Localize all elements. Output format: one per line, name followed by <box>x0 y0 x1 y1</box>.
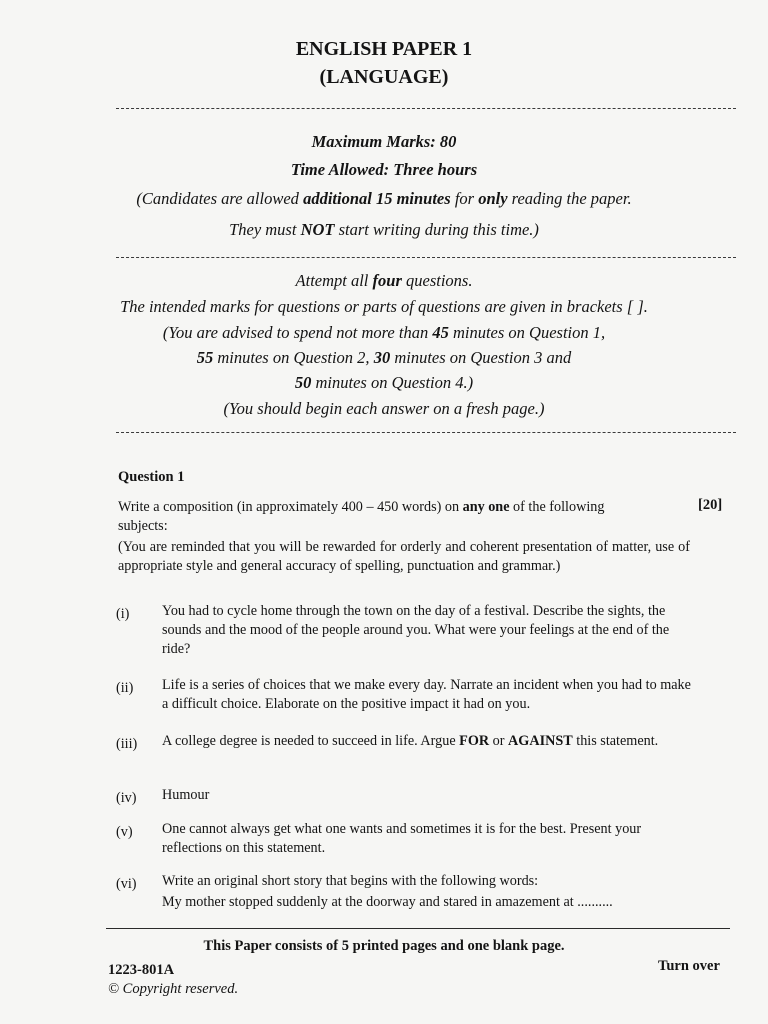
instruction-time-line2: 55 minutes on Question 2, 30 minutes on Question 3 and <box>196 348 572 367</box>
instruction-time-line3: 50 minutes on Question 4.) <box>294 373 474 392</box>
max-marks: Maximum Marks: 80 <box>311 132 457 151</box>
question-1-label: Question 1 <box>118 469 185 485</box>
paper-code: 1223-801A <box>108 962 175 978</box>
option-number: (iv) <box>116 790 137 806</box>
option-vi-opening-words: My mother stopped suddenly at the doorway and stared in amazement at .......... <box>162 894 613 910</box>
option-iii-text: A college degree is needed to succeed in life. Argue FOR or AGAINST this statement. <box>162 733 659 749</box>
option-number: (vi) <box>116 876 137 892</box>
time-allowed: Time Allowed: Three hours <box>290 160 478 179</box>
paper-title: ENGLISH PAPER 1 <box>295 38 473 60</box>
dashed-divider-3 <box>116 432 736 433</box>
option-number: (iii) <box>116 736 138 752</box>
instruction-time-line1: (You are advised to spend not more than 45 minutes on Question 1, <box>162 323 606 342</box>
instruction-attempt: Attempt all four questions. <box>295 271 473 290</box>
copyright-note: © Copyright reserved. <box>108 981 239 997</box>
instruction-fresh-page: (You should begin each answer on a fresh page.) <box>223 399 545 418</box>
option-i-text: You had to cycle home through the town on the day of a festival. Describe the sights, the sounds and the mood of the people around you. What were your feelings at the end of the ride? <box>162 603 670 657</box>
option-iv-text: Humour <box>162 787 210 803</box>
dashed-divider-1 <box>116 108 736 109</box>
option-number: (i) <box>116 606 130 622</box>
turn-over-note: Turn over <box>658 958 720 974</box>
page-count-note: This Paper consists of 5 printed pages and one blank page. <box>203 938 565 954</box>
option-number: (v) <box>116 824 133 840</box>
reading-time-note-line2: They must NOT start writing during this time.) <box>229 220 539 239</box>
option-number: (ii) <box>116 680 134 696</box>
footer-divider <box>106 928 730 929</box>
question-1-marks: [20] <box>698 497 723 513</box>
paper-subtitle: (LANGUAGE) <box>319 66 449 88</box>
question-1-intro: Write a composition (in approximately 400 – 450 words) on any one of the following subjects: <box>118 499 605 534</box>
reading-time-note-line1: (Candidates are allowed additional 15 minutes for only reading the paper. <box>136 189 632 208</box>
option-vi-text: Write an original short story that begins with the following words: <box>162 873 539 889</box>
option-ii-text: Life is a series of choices that we make every day. Narrate an incident when you had to make a difficult choice. Elaborate on the positive impact it had on you. <box>162 677 691 712</box>
instruction-marks: The intended marks for questions or parts of questions are given in brackets [ ]. <box>120 297 648 316</box>
dashed-divider-2 <box>116 257 736 258</box>
question-1-note: (You are reminded that you will be rewarded for orderly and coherent presentation of matter, use of appropriate style and general accuracy of spelling, punctuation and grammar.) <box>118 539 690 574</box>
option-v-text: One cannot always get what one wants and sometimes it is for the best. Present your reflections on this statement. <box>162 821 642 856</box>
